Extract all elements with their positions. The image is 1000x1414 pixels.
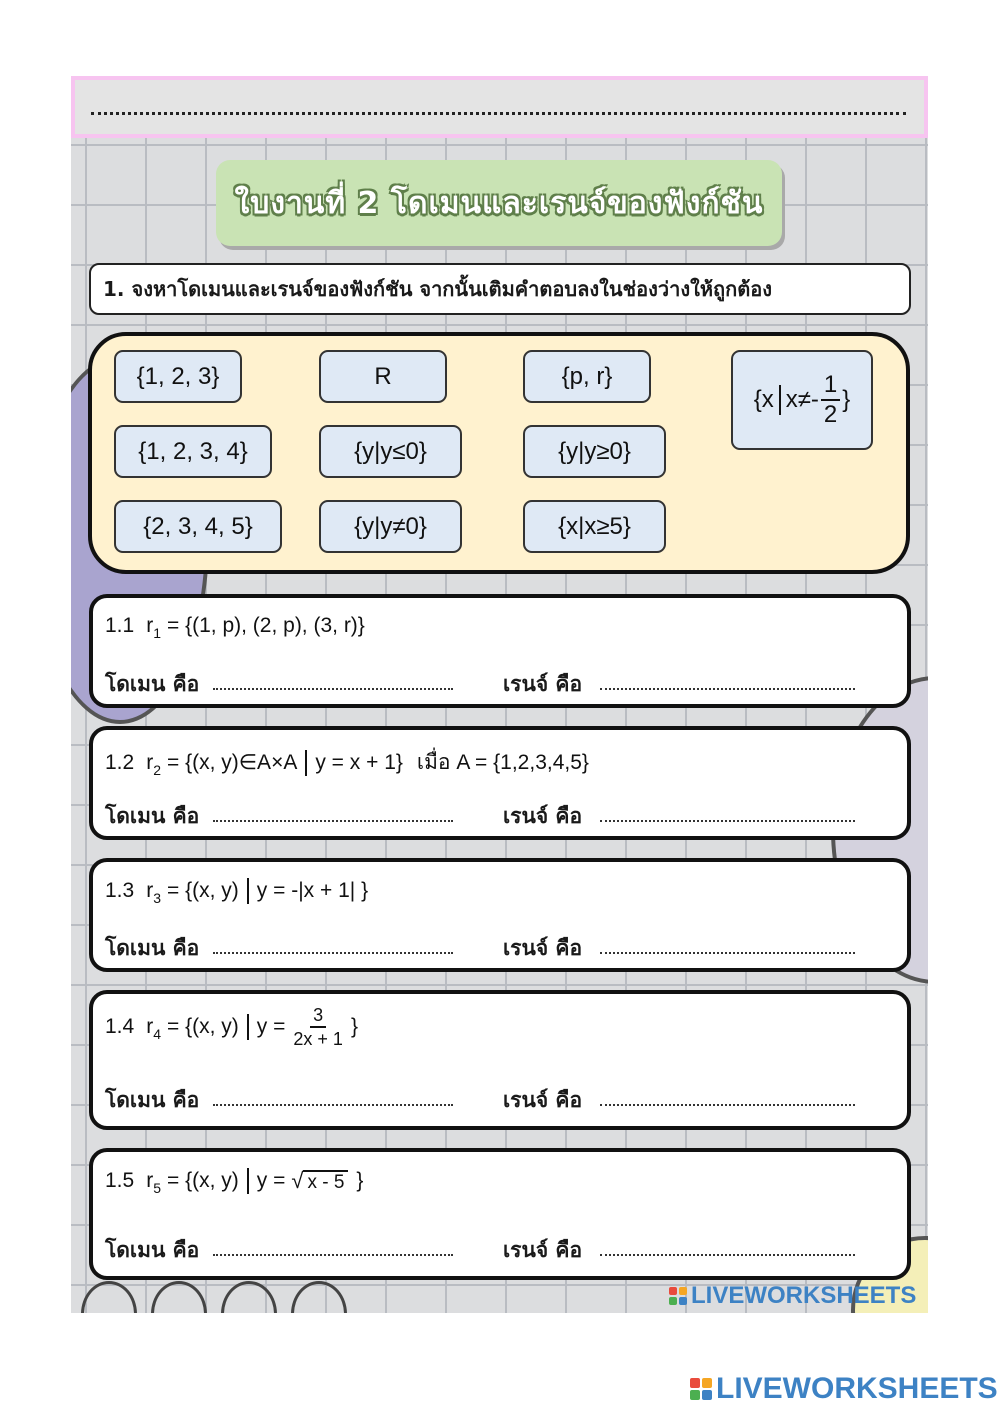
range-answer-field[interactable] xyxy=(600,688,855,690)
choice-chip[interactable]: {y|y≠0} xyxy=(319,500,462,553)
square-root: √ x - 5 xyxy=(291,1168,348,1194)
question-expression: 1.2 r 2 = {(x, y)∈A×A y = x + 1} เมื่อ A = {1,2,3,4,5} xyxy=(105,750,589,778)
worksheet-page xyxy=(71,76,928,1313)
choice-chip[interactable]: {x x≠- $\frac{1}{2}$ } xyxy=(731,350,873,450)
question-1-2: 1.2 r 2 = {(x, y)∈A×A y = x + 1} เมื่อ A = {1,2,3,4,5} โดเมน คือ เรนจ์ คือ xyxy=(89,726,911,840)
choice-chip[interactable]: {x|x≥5} xyxy=(523,500,666,553)
range-answer-field[interactable] xyxy=(600,820,855,822)
question-expression: 1.1 r 1 = {(1, p), (2, p), (3, r)} xyxy=(105,614,365,641)
choice-chip[interactable]: {y|y≥0} xyxy=(523,425,666,478)
answer-choices-panel xyxy=(88,332,910,574)
choice-chip[interactable]: {2, 3, 4, 5} xyxy=(114,500,282,553)
choice-chip[interactable]: {1, 2, 3} xyxy=(114,350,242,403)
range-answer-field[interactable] xyxy=(600,1104,855,1106)
question-1-3: 1.3 r 3 = {(x, y) y = -|x + 1| } โดเมน คือ เรนจ์ คือ xyxy=(89,858,911,972)
instruction-text: 1. จงหาโดเมนและเรนจ์ของฟังก์ชัน จากนั้นเติมคำตอบลงในช่องว่างให้ถูกต้อง xyxy=(103,277,773,301)
decorative-circle xyxy=(221,1281,277,1313)
choice-chip[interactable]: {y|y≤0} xyxy=(319,425,462,478)
range-answer-field[interactable] xyxy=(600,952,855,954)
fraction: $\frac{1}{2}$ xyxy=(821,373,840,427)
liveworksheets-watermark: LIVEWORKSHEETS xyxy=(669,1282,916,1310)
domain-answer-field[interactable] xyxy=(213,1104,453,1106)
choice-chip[interactable]: {1, 2, 3, 4} xyxy=(114,425,272,478)
fraction: $\frac{3}{2x + 1}$ xyxy=(293,1005,343,1049)
page-title: ใบงานที่ 2 โดเมนและเรนจ์ของฟังก์ชัน xyxy=(234,185,764,221)
question-1-4: 1.4 r 4 = {(x, y) y = $\frac{3}{2x + 1}$ } โดเมน คือ เรนจ์ คือ xyxy=(89,990,911,1130)
domain-answer-field[interactable] xyxy=(213,820,453,822)
name-dotted-line xyxy=(91,112,906,115)
liveworksheets-logo[interactable]: LIVEWORKSHEETS xyxy=(690,1372,998,1406)
question-expression: 1.5 r 5 = {(x, y) y = √ x - 5 } xyxy=(105,1168,364,1196)
decorative-circle xyxy=(151,1281,207,1313)
decorative-circle xyxy=(291,1281,347,1313)
question-expression: 1.3 r 3 = {(x, y) y = -|x + 1| } xyxy=(105,879,369,906)
question-1-5: 1.5 r 5 = {(x, y) y = √ x - 5 } โดเมน คือ เรนจ์ คือ xyxy=(89,1148,911,1280)
liveworksheets-logo-icon xyxy=(669,1287,687,1305)
liveworksheets-logo-icon xyxy=(690,1378,712,1400)
choice-chip[interactable]: R xyxy=(319,350,447,403)
instruction-box xyxy=(89,263,911,315)
name-field[interactable] xyxy=(71,76,928,138)
domain-answer-field[interactable] xyxy=(213,952,453,954)
domain-answer-field[interactable] xyxy=(213,1254,453,1256)
decorative-circle xyxy=(81,1281,137,1313)
question-1-1: 1.1 r 1 = {(1, p), (2, p), (3, r)} โดเมน คือ เรนจ์ คือ xyxy=(89,594,911,708)
choice-chip[interactable]: {p, r} xyxy=(523,350,651,403)
domain-answer-field[interactable] xyxy=(213,688,453,690)
title-banner xyxy=(216,160,782,246)
range-answer-field[interactable] xyxy=(600,1254,855,1256)
question-expression: 1.4 r 4 = {(x, y) y = $\frac{3}{2x + 1}$ } xyxy=(105,1005,358,1049)
